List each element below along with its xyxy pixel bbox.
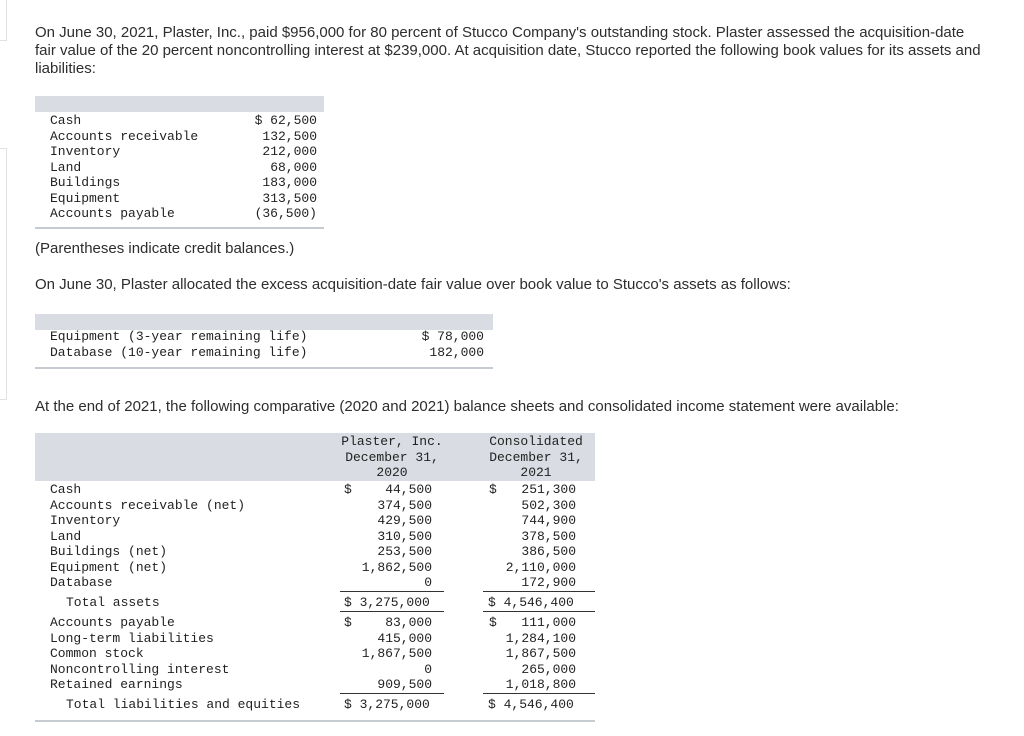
subtotal-underline bbox=[483, 693, 595, 694]
consolidated-2021-value: 1,018,800 bbox=[505, 677, 576, 692]
book-value-label: Buildings bbox=[50, 175, 121, 190]
row-label: Accounts receivable (net) bbox=[50, 497, 246, 513]
book-value-label: Cash bbox=[50, 113, 82, 128]
total-liabilities-label: Total liabilities and equities bbox=[66, 697, 301, 712]
row-label: Accounts payable bbox=[50, 615, 175, 630]
plaster-2020-value: 909,500 bbox=[377, 677, 432, 692]
allocation-label: Database (10-year remaining life) bbox=[50, 344, 308, 360]
book-value-amount: 68,000 bbox=[270, 159, 317, 175]
book-value-amount: 313,500 bbox=[262, 190, 317, 206]
credit-note: (Parentheses indicate credit balances.) bbox=[35, 240, 295, 257]
row-label: Equipment (net) bbox=[50, 559, 168, 575]
row-label: Buildings (net) bbox=[50, 544, 168, 559]
row-label: Common stock bbox=[50, 646, 144, 661]
row-label: Inventory bbox=[50, 513, 121, 528]
consolidated-2021-value: 2,110,000 bbox=[505, 559, 576, 575]
plaster-2020-value: 374,500 bbox=[377, 497, 432, 513]
column-header-consolidated-2021: December 31, bbox=[489, 449, 583, 465]
balance-intro: At the end of 2021, the following comparative (2020 and 2021) balance sheets and consolidated income statement were available: bbox=[35, 398, 899, 415]
book-value-label: Accounts receivable bbox=[50, 128, 199, 144]
currency-symbol: $ bbox=[489, 482, 497, 497]
row-label: Cash bbox=[50, 482, 82, 497]
allocation-header-band bbox=[35, 314, 493, 330]
book-value-amount: 132,500 bbox=[262, 128, 317, 144]
column-header-plaster-2020: December 31, bbox=[345, 449, 439, 465]
column-header-plaster-2020: 2020 bbox=[376, 465, 408, 480]
page-left-border bbox=[0, 0, 7, 41]
allocation-label: Equipment (3-year remaining life) bbox=[50, 329, 308, 344]
book-value-label: Equipment bbox=[50, 190, 121, 206]
plaster-2020-value: 83,000 bbox=[385, 615, 432, 630]
consolidated-2021-value: 265,000 bbox=[521, 661, 576, 677]
plaster-2020-value: 1,862,500 bbox=[361, 559, 432, 575]
total-liabilities-consolidated: $ 4,546,400 bbox=[488, 697, 574, 712]
intro-paragraph: On June 30, 2021, Plaster, Inc., paid $956,000 for 80 percent of Stucco Company's outstanding stock. Plaster assessed the acquisition-date fair value of the 20 percent noncontrolling interest at $239,000. At acquisition date, Stucco reported the following book values for its assets and liabilities: bbox=[35, 24, 981, 77]
consolidated-2021-value: 378,500 bbox=[521, 528, 576, 544]
balance-bottom-rule bbox=[35, 720, 595, 722]
total-double-underline bbox=[340, 611, 444, 612]
plaster-2020-value: 0 bbox=[424, 661, 432, 677]
book-value-label: Accounts payable bbox=[50, 206, 175, 221]
plaster-2020-value: 0 bbox=[424, 575, 432, 590]
allocation-amount: $ 78,000 bbox=[421, 329, 484, 344]
consolidated-2021-value: 1,284,100 bbox=[505, 630, 576, 646]
total-assets-consolidated: $ 4,546,400 bbox=[488, 595, 574, 610]
plaster-2020-value: 1,867,500 bbox=[361, 646, 432, 661]
row-label: Long-term liabilities bbox=[50, 630, 214, 646]
total-liabilities-plaster: $ 3,275,000 bbox=[344, 697, 430, 712]
currency-symbol: $ bbox=[344, 482, 352, 497]
plaster-2020-value: 415,000 bbox=[377, 630, 432, 646]
book-values-header-band bbox=[35, 96, 324, 112]
total-assets-label: Total assets bbox=[66, 595, 160, 610]
allocation-intro: On June 30, Plaster allocated the excess acquisition-date fair value over book value to Stucco's assets as follows: bbox=[35, 276, 791, 293]
consolidated-2021-value: 251,300 bbox=[521, 482, 576, 497]
book-value-label: Land bbox=[50, 159, 82, 175]
plaster-2020-value: 429,500 bbox=[377, 513, 432, 528]
consolidated-2021-value: 1,867,500 bbox=[505, 646, 576, 661]
allocation-bottom-rule bbox=[35, 367, 493, 369]
book-value-amount: $ 62,500 bbox=[254, 113, 317, 128]
row-label: Noncontrolling interest bbox=[50, 661, 230, 677]
consolidated-2021-value: 111,000 bbox=[521, 615, 576, 630]
column-header-plaster-2020: Plaster, Inc. bbox=[341, 434, 443, 449]
book-value-label: Inventory bbox=[50, 144, 121, 159]
consolidated-2021-value: 386,500 bbox=[521, 544, 576, 559]
row-label: Retained earnings bbox=[50, 677, 183, 692]
book-value-amount: 212,000 bbox=[262, 144, 317, 159]
currency-symbol: $ bbox=[489, 615, 497, 630]
plaster-2020-value: 310,500 bbox=[377, 528, 432, 544]
consolidated-2021-value: 172,900 bbox=[521, 575, 576, 590]
total-double-underline bbox=[483, 611, 595, 612]
subtotal-underline bbox=[483, 591, 595, 592]
consolidated-2021-value: 744,900 bbox=[521, 513, 576, 528]
book-value-amount: 183,000 bbox=[262, 175, 317, 190]
column-header-consolidated-2021: 2021 bbox=[520, 465, 552, 480]
allocation-amount: 182,000 bbox=[429, 344, 484, 360]
subtotal-underline bbox=[340, 591, 444, 592]
column-header-consolidated-2021: Consolidated bbox=[489, 434, 583, 449]
row-label: Land bbox=[50, 528, 82, 544]
row-label: Database bbox=[50, 575, 113, 590]
plaster-2020-value: 44,500 bbox=[385, 482, 432, 497]
page-left-border bbox=[0, 148, 7, 400]
plaster-2020-value: 253,500 bbox=[377, 544, 432, 559]
currency-symbol: $ bbox=[344, 615, 352, 630]
book-values-bottom-rule bbox=[35, 227, 324, 229]
subtotal-underline bbox=[340, 693, 444, 694]
total-assets-plaster: $ 3,275,000 bbox=[344, 595, 430, 610]
book-value-amount: (36,500) bbox=[254, 206, 317, 221]
consolidated-2021-value: 502,300 bbox=[521, 497, 576, 513]
